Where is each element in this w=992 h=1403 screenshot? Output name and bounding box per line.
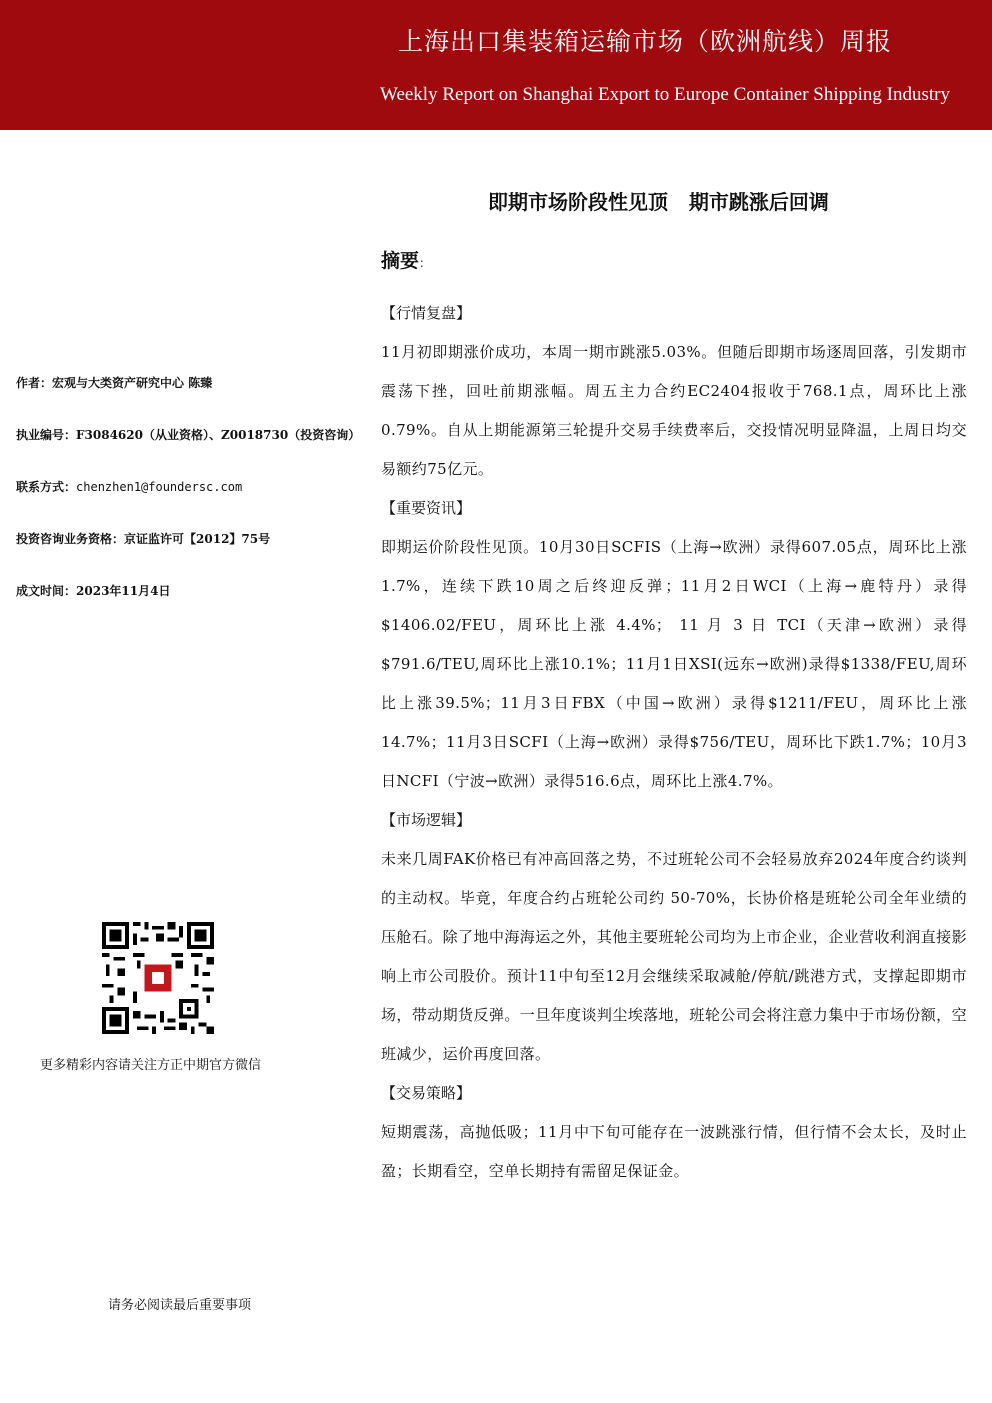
qr-code-icon <box>102 922 214 1034</box>
abstract-label-mark: ： <box>419 256 432 270</box>
report-header-title-cn: 上海出口集装箱运输市场（欧洲航线）周报 <box>398 27 893 56</box>
section-trading-strategy <box>381 1074 967 1191</box>
qualification-label: 投资咨询业务资格： <box>16 532 125 546</box>
abstract-content <box>381 294 967 1191</box>
report-header-banner <box>0 0 992 130</box>
license-value: F3084620（从业资格）、Z0018730（投资咨询） <box>76 428 361 442</box>
section-market-logic <box>381 801 967 1074</box>
author-value: 宏观与大类资产研究中心 陈臻 <box>52 376 213 390</box>
date-label: 成文时间： <box>16 584 77 598</box>
author-info-sidebar <box>16 370 366 630</box>
qualification-row <box>16 526 366 578</box>
section-heading: 【重要资讯】 <box>381 499 472 517</box>
section-body: 短期震荡，高抛低吸；11月中下旬可能存在一波跳涨行情，但行情不会太长，及时止盈；长期看空，空单长期持有需留足保证金。 <box>381 1123 967 1180</box>
contact-email[interactable]: chenzhen1@foundersc.com <box>76 480 243 494</box>
section-body: 11月初即期涨价成功，本周一期市跳涨5.03%。但随后即期市场逐周回落，引发期市震荡下挫，回吐前期涨幅。周五主力合约EC2404报收于768.1点，周环比上涨0.79%。自从上期能源第三轮提升交易手续费率后，交投情况明显降温，上周日均交易额约75亿元。 <box>381 343 967 478</box>
section-heading: 【交易策略】 <box>381 1084 472 1102</box>
abstract-label <box>381 246 431 273</box>
license-row <box>16 422 366 474</box>
contact-label: 联系方式： <box>16 480 77 494</box>
section-key-news <box>381 489 967 801</box>
section-market-review <box>381 294 967 489</box>
footer-note: 请务必阅读最后重要事项 <box>108 1298 252 1313</box>
date-row <box>16 578 366 630</box>
section-heading: 【行情复盘】 <box>381 304 472 322</box>
author-label: 作者： <box>16 376 53 390</box>
qualification-value: 京证监许可【2012】75号 <box>124 532 271 546</box>
section-body: 即期运价阶段性见顶。10月30日SCFIS（上海→欧洲）录得607.05点，周环比上涨1.7%，连续下跌10周之后终迎反弹；11月2日WCI（上海→鹿特丹）录得$1406.02/FEU，周环比上涨 4.4%； 11 月 3 日 TCI（天津→欧洲）录得$791.6/TEU,周环比上涨10.1%；11月1日XSI(远东→欧洲)录得$1338/FEU,周环比上涨39.5%；11月3日FBX（中国→欧洲）录得$1211/FEU，周环比上涨14.7%；11月3日SCFI（上海→欧洲）录得$756/TEU，周环比下跌1.7%；10月3日NCFI（宁波→欧洲）录得516.6点，周环比上涨4.7%。 <box>381 538 967 790</box>
report-header-title-en: Weekly Report on Shanghai Export to Europe Container Shipping Industry <box>380 84 950 105</box>
report-title: 即期市场阶段性见顶 期市跳涨后回调 <box>488 190 829 214</box>
author-row <box>16 370 366 422</box>
date-value: 2023年11月4日 <box>76 584 171 598</box>
abstract-label-text: 摘要 <box>381 250 420 272</box>
qr-caption: 更多精彩内容请关注方正中期官方微信 <box>40 1058 262 1073</box>
section-body: 未来几周FAK价格已有冲高回落之势，不过班轮公司不会轻易放弃2024年度合约谈判的主动权。毕竟，年度合约占班轮公司约 50-70%，长协价格是班轮公司全年业绩的压舱石。除了地中海海运之外，其他主要班轮公司均为上市企业，企业营收利润直接影响上市公司股价。预计11中旬至12月会继续采取减舱/停航/跳港方式，支撑起即期市场，带动期货反弹。一旦年度谈判尘埃落地，班轮公司会将注意力集中于市场份额，空班减少，运价再度回落。 <box>381 850 967 1063</box>
contact-row <box>16 474 366 526</box>
section-heading: 【市场逻辑】 <box>381 811 472 829</box>
license-label: 执业编号： <box>16 428 77 442</box>
